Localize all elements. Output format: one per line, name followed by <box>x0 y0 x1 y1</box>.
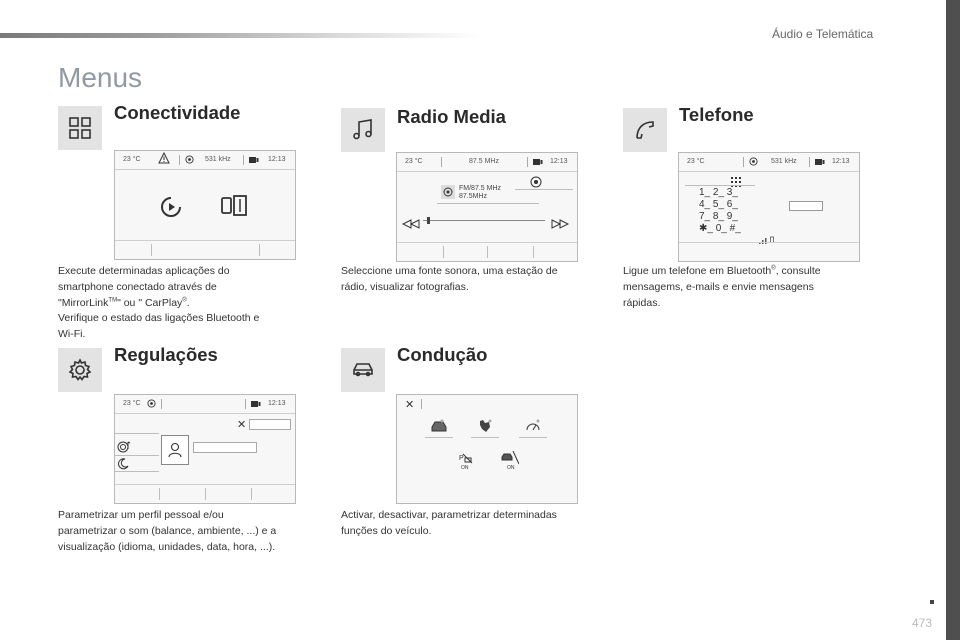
clock: 12:13 <box>268 400 286 407</box>
volume-icon <box>815 158 825 168</box>
station-logo-icon <box>441 185 455 204</box>
on-label: ON <box>461 465 469 471</box>
screen-footer <box>679 242 859 261</box>
section-title-conectividade: Conectividade <box>114 102 241 123</box>
divider <box>151 244 152 256</box>
screen-conducao <box>396 394 578 504</box>
settings-icon <box>58 348 102 392</box>
clock: 12:13 <box>832 158 850 165</box>
warning-icon <box>158 152 170 166</box>
mirrorlink-icon[interactable] <box>159 195 183 224</box>
profile-field[interactable] <box>249 419 291 430</box>
frequency: 531 kHz <box>771 158 797 165</box>
header-bar <box>0 33 480 38</box>
divider <box>243 155 244 165</box>
slider-handle[interactable] <box>427 217 430 224</box>
description-conectividade: Execute determinadas aplicações do smartphone conectado através de "MirrorLink™" ou " CarPlay®. Verifique o estado das ligações Bluetooth e Wi-Fi. <box>58 265 260 340</box>
section-title-radio: Radio Media <box>397 106 506 127</box>
divider <box>443 246 444 258</box>
divider <box>161 399 162 409</box>
section-title-conducao: Condução <box>397 344 488 365</box>
description-conducao: Activar, desactivar, parametrizar determinadas funções do veículo. <box>341 509 557 537</box>
status-bar <box>115 395 295 414</box>
temperature: 23 °C <box>405 158 423 165</box>
divider <box>159 488 160 500</box>
divider <box>809 157 810 167</box>
peugeot-lion-icon[interactable] <box>477 419 493 438</box>
section-title-telefone: Telefone <box>679 104 754 125</box>
divider <box>441 157 442 167</box>
chapter-title: Áudio e Telemática <box>772 27 874 41</box>
divider <box>245 399 246 409</box>
volume-icon <box>251 400 261 410</box>
user-profile-button[interactable] <box>161 435 189 465</box>
screen-footer <box>115 240 295 259</box>
page-title: Menus <box>58 62 143 93</box>
close-icon[interactable]: ✕ <box>405 399 415 411</box>
dial-keypad[interactable] <box>699 187 741 235</box>
divider <box>251 488 252 500</box>
close-icon[interactable]: ✕ <box>237 419 247 431</box>
status-bar <box>679 153 859 172</box>
profile-name-field[interactable] <box>193 442 257 453</box>
radio-signal-icon <box>185 155 194 166</box>
radio-signal-icon <box>749 157 758 168</box>
description-radio: Seleccione uma fonte sonora, uma estação de rádio, visualizar fotografias. <box>341 265 558 293</box>
status-bar <box>115 151 295 170</box>
vehicle-settings-icon[interactable] <box>431 419 447 438</box>
seek-forward-icon[interactable] <box>550 216 570 234</box>
clock: 12:13 <box>268 156 286 163</box>
svg-text:P: P <box>459 455 464 462</box>
number-input[interactable] <box>789 201 823 211</box>
divider <box>487 246 488 258</box>
phone-apps-icon[interactable] <box>221 195 247 222</box>
radio-signal-icon[interactable] <box>530 175 542 193</box>
divider <box>527 157 528 167</box>
keypad-row[interactable]: ✱_ 0_ #_ <box>699 223 741 234</box>
keypad-row[interactable]: 4_ 5_ 6_ <box>699 199 738 210</box>
on-label: ON <box>507 465 515 471</box>
keypad-row[interactable]: 7_ 8_ 9_ <box>699 211 738 222</box>
frequency: 87.5 MHz <box>469 158 499 165</box>
speedometer-icon[interactable] <box>525 419 541 438</box>
moon-icon[interactable] <box>117 457 129 475</box>
screen-radio <box>396 152 578 262</box>
divider <box>533 246 534 258</box>
screen-footer <box>397 242 577 261</box>
station-frequency: 87.5MHz <box>459 193 488 200</box>
section-title-regulacoes: Regulações <box>114 344 218 365</box>
frequency-slider[interactable] <box>423 220 545 221</box>
divider <box>421 399 422 409</box>
divider <box>743 157 744 167</box>
status-bar <box>397 395 577 413</box>
screen-footer <box>115 484 295 503</box>
seek-back-icon[interactable] <box>401 216 421 234</box>
screen-telefone <box>678 152 860 262</box>
radio-media-icon <box>341 108 385 152</box>
keypad-row[interactable]: 1_ 2_ 3_ <box>699 187 738 198</box>
page-edge-bar <box>946 0 960 640</box>
divider <box>205 488 206 500</box>
divider <box>179 155 180 165</box>
connectivity-icon <box>58 106 102 150</box>
temperature: 23 °C <box>687 158 705 165</box>
screen-conectividade <box>114 150 296 260</box>
driving-car-icon <box>341 348 385 392</box>
volume-icon <box>533 158 543 168</box>
page-marker <box>930 600 934 604</box>
temperature: 23 °C <box>123 156 141 163</box>
telephone-icon <box>623 108 667 152</box>
description-regulacoes: Parametrizar um perfil pessoal e/ou parametrizar o som (balance, ambiente, ...) e a visualização (idioma, unidades, data, hora, ...). <box>58 509 277 553</box>
clock: 12:13 <box>550 158 568 165</box>
divider <box>259 244 260 256</box>
star-key-icon[interactable]: ✱ <box>699 223 708 234</box>
station-name: FM/87.5 MHz <box>459 185 502 192</box>
page-number: 473 <box>912 616 933 630</box>
frequency: 531 kHz <box>205 156 231 163</box>
volume-icon <box>249 156 259 166</box>
status-bar <box>397 153 577 172</box>
radio-signal-icon <box>147 399 156 410</box>
temperature: 23 °C <box>123 400 141 407</box>
description-telefone: Ligue um telefone em Bluetooth®, consulte mensagems, e-mails e envie mensagens rápidas. <box>623 265 821 309</box>
screen-regulacoes <box>114 394 296 504</box>
